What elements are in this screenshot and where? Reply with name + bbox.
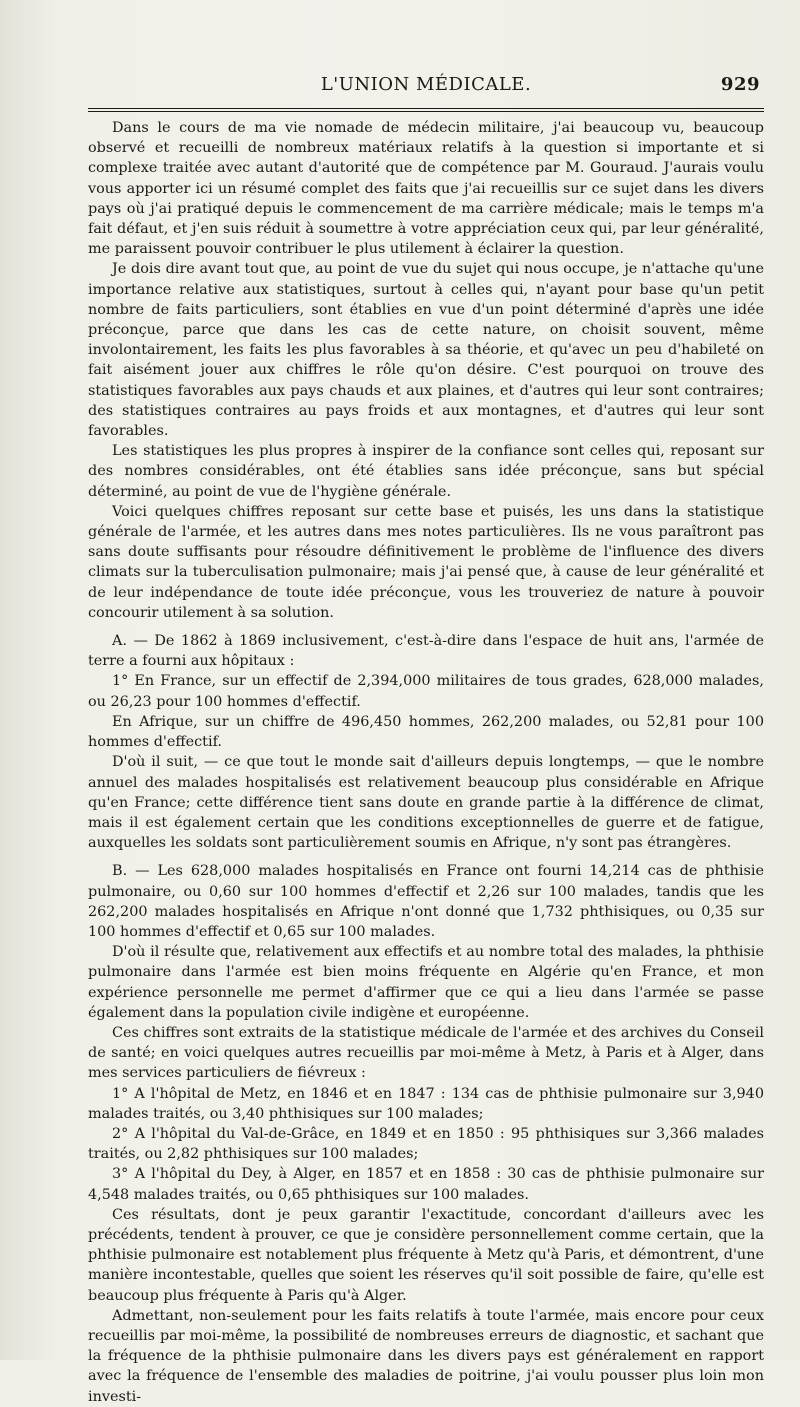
paragraph-africa-figures: En Afrique, sur un chiffre de 496,450 hommes, 262,200 malades, ou 52,81 pour 100 hommes d'effectif. bbox=[88, 713, 764, 751]
paragraph-results: Ces résultats, dont je peux garantir l'exactitude, concordant d'ailleurs avec les précédents, tendent à prouver, ce que je considère personnellement comme certain, que la phthisie pulmonaire est notablement plus fréquente à Metz qu'à Paris, et démontrent, d'une manière incontestable, quelles que soient les réserves qu'il soit possible de faire, qu'elle est beaucoup plus fréquente à Paris qu'à Alger. bbox=[88, 1206, 764, 1304]
page-number: 929 bbox=[720, 74, 760, 95]
paragraph-admitting: Admettant, non-seulement pour les faits relatifs à toute l'armée, mais encore pour ceux recueillis par moi-même, la possibilité de nombreuses erreurs de diagnostic, et sachant que la fréquence de la phthisie pulmonaire dans les divers pays est généralement en rapport avec la fréquence de l'ensemble des maladies de poitrine, j'ai voulu pousser plus loin mon investi- bbox=[88, 1307, 764, 1405]
journal-title: L'UNION MÉDICALE. bbox=[320, 74, 532, 95]
paragraph-figures-intro: Voici quelques chiffres reposant sur cette base et puisés, les uns dans la statistique générale de l'armée, et les autres dans mes notes particulières. Ils ne vous paraîtront pas sans doute suffisants pour résoudre définitivement le problème de l'influence des divers climats sur la tuberculisation pulmonaire; mais j'ai pensé que, à cause de leur généralité et de leur indépendance de toute idée préconçue, vous les trouveriez de nature à pouvoir concourir utilement à sa solution. bbox=[88, 503, 764, 621]
paragraph-val-de-grace: 2° A l'hôpital du Val-de-Grâce, en 1849 et en 1850 : 95 phthisiques sur 3,366 malades traités, ou 2,82 phthisiques sur 100 malades; bbox=[88, 1125, 764, 1163]
paragraph-france-figures: 1° En France, sur un effectif de 2,394,000 militaires de tous grades, 628,000 malades, ou 26,23 pour 100 hommes d'effectif. bbox=[88, 673, 764, 710]
article-body bbox=[88, 118, 764, 1407]
paragraph-section-b: B. — Les 628,000 malades hospitalisés en France ont fourni 14,214 cas de phthisie pulmonaire, ou 0,60 sur 100 hommes d'effectif et 2,26 sur 100 malades, tandis que les 262,200 malades hospitalisés en Afrique n'ont donné que 1,732 phthisiques, ou 0,35 sur 100 hommes d'effectif et 0,65 sur 100 malades. bbox=[88, 863, 764, 940]
paragraph-statistics-caution: Je dois dire avant tout que, au point de vue du sujet qui nous occupe, je n'attache qu'une importance relative aux statistiques, surtout à celles qui, n'ayant pour base qu'un petit nombre de faits particuliers, sont établies en vue d'un point déterminé d'après une idée préconçue, parce que dans les cas de cette nature, on choisit souvent, même involontairement, les faits les plus favorables à sa théorie, et qu'avec un peu d'habileté on fait aisément jouer aux chiffres le rôle qu'on désire. C'est pourquoi on trouve des statistiques favorables aux pays chauds et aux plaines, et d'autres qui leur sont contraires; des statistiques contraires au pays froids et aux montagnes, et d'autres qui leur sont favorables. bbox=[88, 261, 764, 440]
paragraph-conclusion-a: D'où il suit, — ce que tout le monde sait d'ailleurs depuis longtemps, — que le nombre annuel des malades hospitalisés est relativement beaucoup plus considérable en Afrique qu'en France; cette différence tient sans doute en grande partie à la différence de climat, mais il est également certain que les conditions exceptionnelles de guerre et de fatigue, auxquelles les soldats sont particulièrement soumis en Afrique, n'y sont pas étrangères. bbox=[88, 754, 764, 852]
paragraph-section-a: A. — De 1862 à 1869 inclusivement, c'est-à-dire dans l'espace de huit ans, l'armée de terre a fourni aux hôpitaux : bbox=[88, 633, 764, 670]
paragraph-reliable-statistics: Les statistiques les plus propres à inspirer de la confiance sont celles qui, reposant sur des nombres considérables, ont été établies sans idée préconçue, sans but spécial déterminé, au point de vue de l'hygiène générale. bbox=[88, 443, 764, 500]
paragraph-intro: Dans le cours de ma vie nomade de médecin militaire, j'ai beaucoup vu, beaucoup observé et recueilli de nombreux matériaux relatifs à la question si importante et si complexe traitée avec autant d'autorité que de compétence par M. Gouraud. J'aurais voulu vous apporter ici un résumé complet des faits que j'ai recueillis sur ce sujet dans les divers pays où j'ai pratiqué depuis le commencement de ma carrière médicale; mais le temps m'a fait défaut, et j'en suis réduit à soumettre à votre appréciation ceux qui, par leur généralité, me paraissent pouvoir contribuer le plus utilement à éclairer la question. bbox=[88, 120, 764, 258]
header-rule bbox=[88, 108, 764, 112]
paragraph-own-figures-intro: Ces chiffres sont extraits de la statistique médicale de l'armée et des archives du Conseil de santé; en voici quelques autres recueillis par moi-même à Metz, à Paris et à Alger, dans mes services particuliers de fiévreux : bbox=[88, 1024, 764, 1082]
paragraph-alger: 3° A l'hôpital du Dey, à Alger, en 1857 et en 1858 : 30 cas de phthisie pulmonaire sur 4,548 malades traités, ou 0,65 phthisiques sur 100 malades. bbox=[88, 1166, 764, 1203]
paragraph-conclusion-b: D'où il résulte que, relativement aux effectifs et au nombre total des malades, la phthisie pulmonaire dans l'armée est bien moins fréquente en Algérie qu'en France, et mon expérience personnelle me permet d'affirmer que ce qui a lieu dans l'armée se passe également dans la population civile indigène et européenne. bbox=[88, 944, 764, 1021]
running-head bbox=[88, 74, 764, 104]
paragraph-metz: 1° A l'hôpital de Metz, en 1846 et en 1847 : 134 cas de phthisie pulmonaire sur 3,940 malades traités, ou 3,40 phthisiques sur 100 malades; bbox=[88, 1085, 764, 1122]
